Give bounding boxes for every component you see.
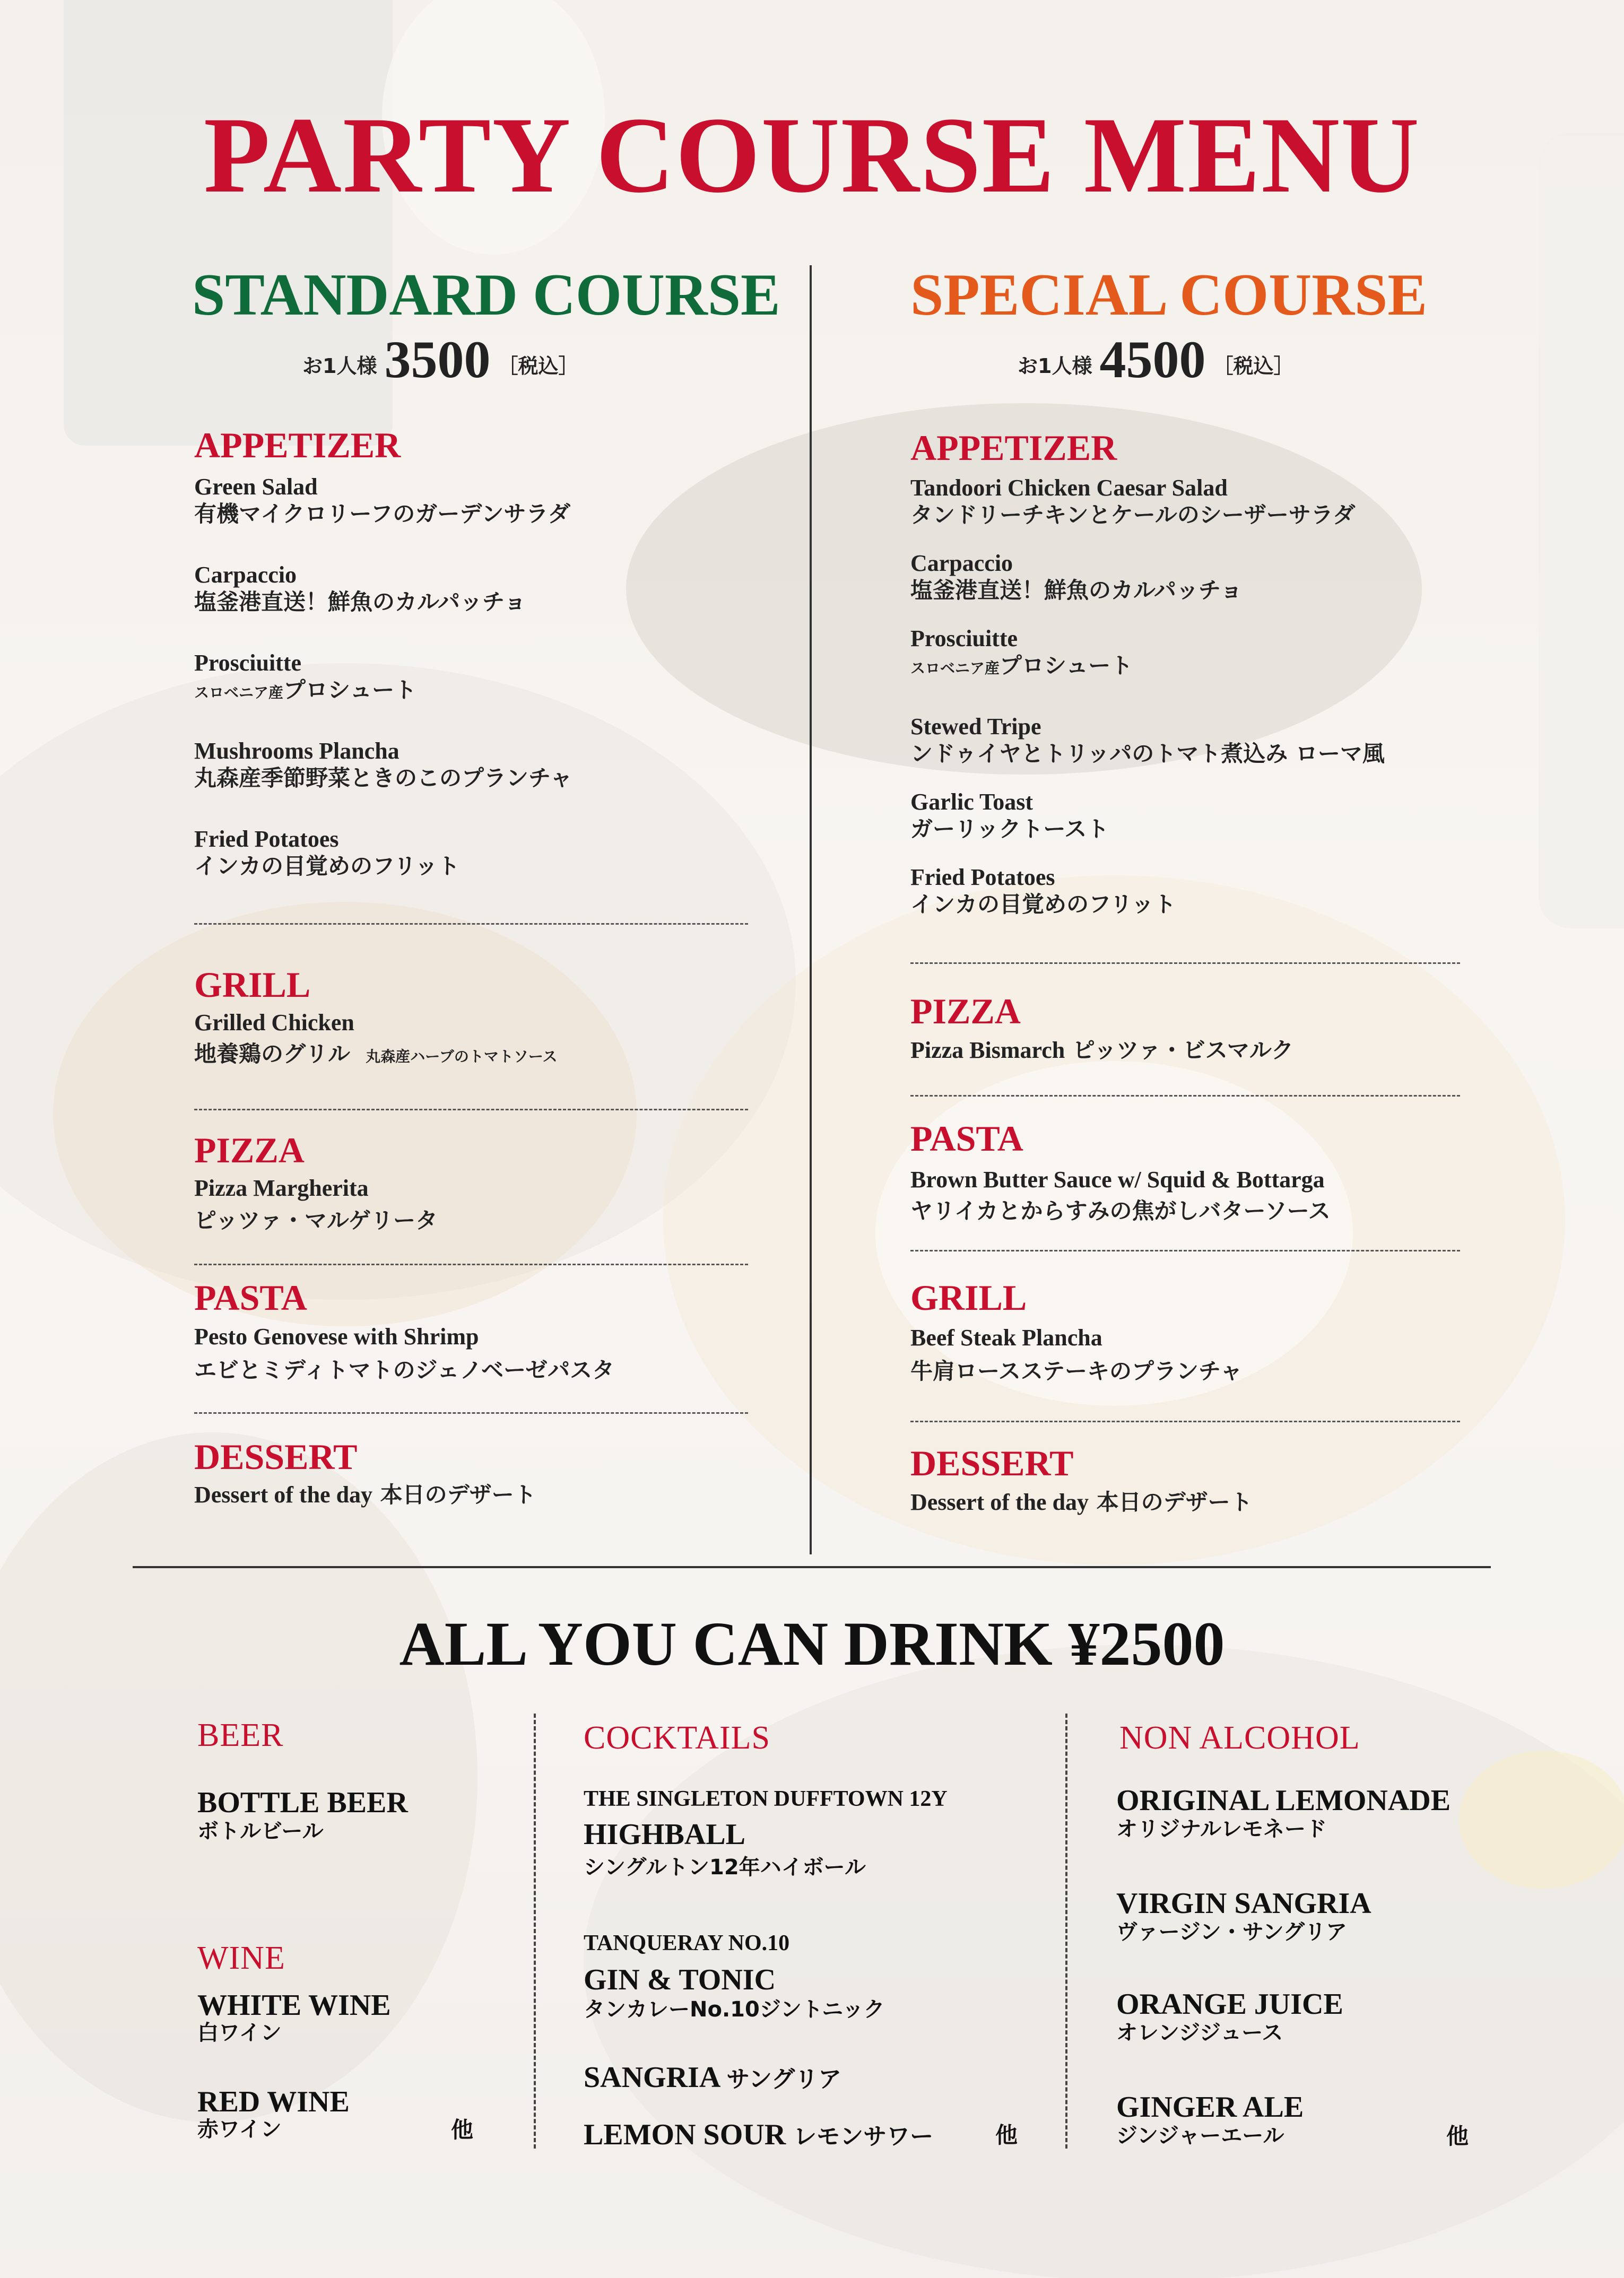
menu-item bbox=[910, 1039, 1293, 1062]
menu-item-ja: インカの目覚めのフリット bbox=[194, 853, 460, 879]
menu-item-en: Stewed Tripe bbox=[910, 714, 1041, 740]
special-pizza-heading: PIZZA bbox=[910, 991, 1021, 1031]
drink-item-ja: 白ワイン bbox=[197, 2021, 282, 2045]
divider bbox=[194, 1109, 748, 1110]
and-more-note: 他 bbox=[451, 2117, 474, 2143]
drink-item-en: ORIGINAL LEMONADE bbox=[1116, 1784, 1451, 1817]
item-name: 地養鶏のグリル bbox=[194, 1041, 351, 1067]
standard-dessert-heading: DESSERT bbox=[194, 1437, 358, 1477]
price-prefix: お1人様 bbox=[1018, 354, 1092, 378]
menu-item-en: Fried Potatoes bbox=[194, 826, 339, 852]
price-amount: 3500 bbox=[384, 330, 491, 389]
menu-item-ja: ガーリックトースト bbox=[910, 816, 1109, 842]
sauce-note: 丸森産ハーブのトマトソース bbox=[366, 1048, 558, 1065]
divider bbox=[910, 1095, 1460, 1097]
origin-note: スロベニア産 bbox=[194, 684, 284, 701]
menu-item-en: Carpaccio bbox=[194, 562, 297, 588]
drink-item-en: GINGER ALE bbox=[1116, 2091, 1304, 2124]
menu-item bbox=[194, 1483, 536, 1507]
column-divider bbox=[534, 1714, 536, 2149]
menu-item-ja bbox=[194, 1043, 557, 1065]
menu-item-en: Prosciuitte bbox=[194, 650, 302, 676]
drink-item-ja: ボトルビール bbox=[197, 1819, 324, 1844]
drink-item-en: ORANGE JUICE bbox=[1116, 1988, 1343, 2021]
standard-pasta-heading: PASTA bbox=[194, 1277, 307, 1318]
item-name-en: SANGRIA bbox=[584, 2061, 719, 2094]
item-name-en: Dessert of the day bbox=[194, 1482, 373, 1508]
cocktails-heading: COCKTAILS bbox=[584, 1720, 770, 1756]
menu-item-ja: 丸森産季節野菜ときのこのプランチャ bbox=[194, 765, 572, 791]
menu-item-ja: 牛肩ロースステーキのプランチャ bbox=[910, 1358, 1243, 1384]
drink-item-en: HIGHBALL bbox=[584, 1818, 745, 1851]
drink-brand: TANQUERAY NO.10 bbox=[584, 1931, 790, 1955]
drink-item bbox=[584, 2120, 933, 2150]
drink-item-ja: オリジナルレモネード bbox=[1116, 1817, 1327, 1841]
item-name: プロシュート bbox=[1000, 653, 1133, 679]
menu-item-ja bbox=[194, 679, 416, 701]
item-name: プロシュート bbox=[283, 677, 417, 703]
special-price bbox=[1018, 329, 1293, 390]
drink-item-en: GIN & TONIC bbox=[584, 1963, 776, 1996]
drink-item-ja: ヴァージン・サングリア bbox=[1116, 1920, 1347, 1944]
menu-item-ja: インカの目覚めのフリット bbox=[910, 891, 1176, 917]
menu-item-en: Prosciuitte bbox=[910, 625, 1018, 651]
standard-appetizer-heading: APPETIZER bbox=[194, 425, 401, 465]
divider bbox=[910, 1421, 1460, 1422]
drink-brand: THE SINGLETON DUFFTOWN 12Y bbox=[584, 1787, 948, 1811]
menu-item-en: Carpaccio bbox=[910, 550, 1013, 576]
menu-item-en: Tandoori Chicken Caesar Salad bbox=[910, 475, 1228, 501]
menu-item-en: Mushrooms Plancha bbox=[194, 738, 400, 764]
divider bbox=[194, 1412, 748, 1414]
item-name-ja: 本日のデザート bbox=[380, 1482, 536, 1508]
special-pasta-heading: PASTA bbox=[910, 1118, 1023, 1159]
drink-item bbox=[584, 2063, 841, 2092]
drink-item-ja: ジンジャーエール bbox=[1116, 2124, 1284, 2148]
page-title: PARTY COURSE MENU bbox=[203, 95, 1421, 215]
item-name-ja: ピッツァ・ビスマルク bbox=[1072, 1037, 1294, 1063]
and-more-note: 他 bbox=[995, 2122, 1018, 2148]
divider bbox=[194, 1264, 748, 1265]
standard-course-title: STANDARD COURSE bbox=[192, 262, 780, 328]
section-divider bbox=[133, 1566, 1491, 1568]
drink-item-en: VIRGIN SANGRIA bbox=[1116, 1887, 1371, 1920]
divider bbox=[910, 962, 1460, 964]
column-divider bbox=[810, 265, 812, 1554]
column-divider bbox=[1065, 1714, 1067, 2149]
item-name-en: LEMON SOUR bbox=[584, 2118, 786, 2151]
menu-item-en: Garlic Toast bbox=[910, 789, 1034, 815]
beer-heading: BEER bbox=[197, 1717, 284, 1753]
and-more-note: 他 bbox=[1446, 2123, 1469, 2149]
origin-note: スロベニア産 bbox=[910, 659, 1000, 677]
menu-item-ja: ピッツァ・マルゲリータ bbox=[194, 1207, 438, 1233]
price-prefix: お1人様 bbox=[302, 354, 377, 378]
divider bbox=[194, 923, 748, 925]
menu-item-ja: エビとミディトマトのジェノベーゼパスタ bbox=[194, 1357, 615, 1383]
drink-item-ja: 赤ワイン bbox=[197, 2117, 282, 2142]
drink-item-ja: シングルトン12年ハイボール bbox=[584, 1855, 866, 1880]
menu-item-en: Fried Potatoes bbox=[910, 864, 1055, 890]
drink-item-en: RED WINE bbox=[197, 2085, 350, 2118]
special-course-title: SPECIAL COURSE bbox=[910, 262, 1428, 328]
menu-item-ja: 塩釜港直送！鮮魚のカルパッチョ bbox=[194, 589, 526, 615]
drink-item-ja: タンカレーNo.10ジントニック bbox=[584, 1997, 885, 2022]
item-name-en: Pizza Bismarch bbox=[910, 1037, 1065, 1063]
drink-item-en: BOTTLE BEER bbox=[197, 1786, 408, 1819]
item-name-en: Dessert of the day bbox=[910, 1489, 1089, 1515]
wine-heading: WINE bbox=[197, 1940, 285, 1976]
special-grill-heading: GRILL bbox=[910, 1277, 1027, 1318]
non-alcohol-heading: NON ALCOHOL bbox=[1119, 1720, 1360, 1756]
drink-item-en: WHITE WINE bbox=[197, 1989, 391, 2022]
item-name-ja: 本日のデザート bbox=[1096, 1489, 1253, 1515]
menu-item-en: Brown Butter Sauce w/ Squid & Bottarga bbox=[910, 1167, 1325, 1193]
menu-item-ja: ンドゥイヤとトリッパのトマト煮込み ローマ風 bbox=[910, 741, 1385, 767]
menu-item-ja: 有機マイクロリーフのガーデンサラダ bbox=[194, 501, 570, 527]
menu-item-en: Beef Steak Plancha bbox=[910, 1325, 1102, 1351]
menu-item-ja bbox=[910, 655, 1133, 677]
divider bbox=[910, 1250, 1460, 1251]
drink-item-ja: オレンジジュース bbox=[1116, 2021, 1283, 2045]
standard-pizza-heading: PIZZA bbox=[194, 1130, 305, 1170]
drinks-title: ALL YOU CAN DRINK ¥2500 bbox=[399, 1609, 1225, 1679]
menu-item-ja: 塩釜港直送！鮮魚のカルパッチョ bbox=[910, 577, 1243, 603]
menu-item-en: Pesto Genovese with Shrimp bbox=[194, 1324, 479, 1350]
special-dessert-heading: DESSERT bbox=[910, 1443, 1074, 1483]
price-amount: 4500 bbox=[1099, 330, 1206, 389]
menu-item bbox=[910, 1491, 1253, 1514]
menu-item-en: Pizza Margherita bbox=[194, 1175, 369, 1201]
menu-item-en: Green Salad bbox=[194, 474, 318, 500]
special-appetizer-heading: APPETIZER bbox=[910, 428, 1117, 468]
menu-item-ja: タンドリーチキンとケールのシーザーサラダ bbox=[910, 502, 1356, 528]
item-name-ja: サングリア bbox=[726, 2066, 842, 2093]
standard-grill-heading: GRILL bbox=[194, 964, 311, 1005]
price-suffix: ［税込］ bbox=[498, 354, 579, 378]
price-suffix: ［税込］ bbox=[1213, 354, 1294, 378]
menu-item-ja: ヤリイカとからすみの焦がしバターソース bbox=[910, 1198, 1331, 1224]
item-name-ja: レモンサワー bbox=[793, 2123, 934, 2150]
standard-price bbox=[302, 329, 578, 390]
menu-item-en: Grilled Chicken bbox=[194, 1010, 354, 1036]
